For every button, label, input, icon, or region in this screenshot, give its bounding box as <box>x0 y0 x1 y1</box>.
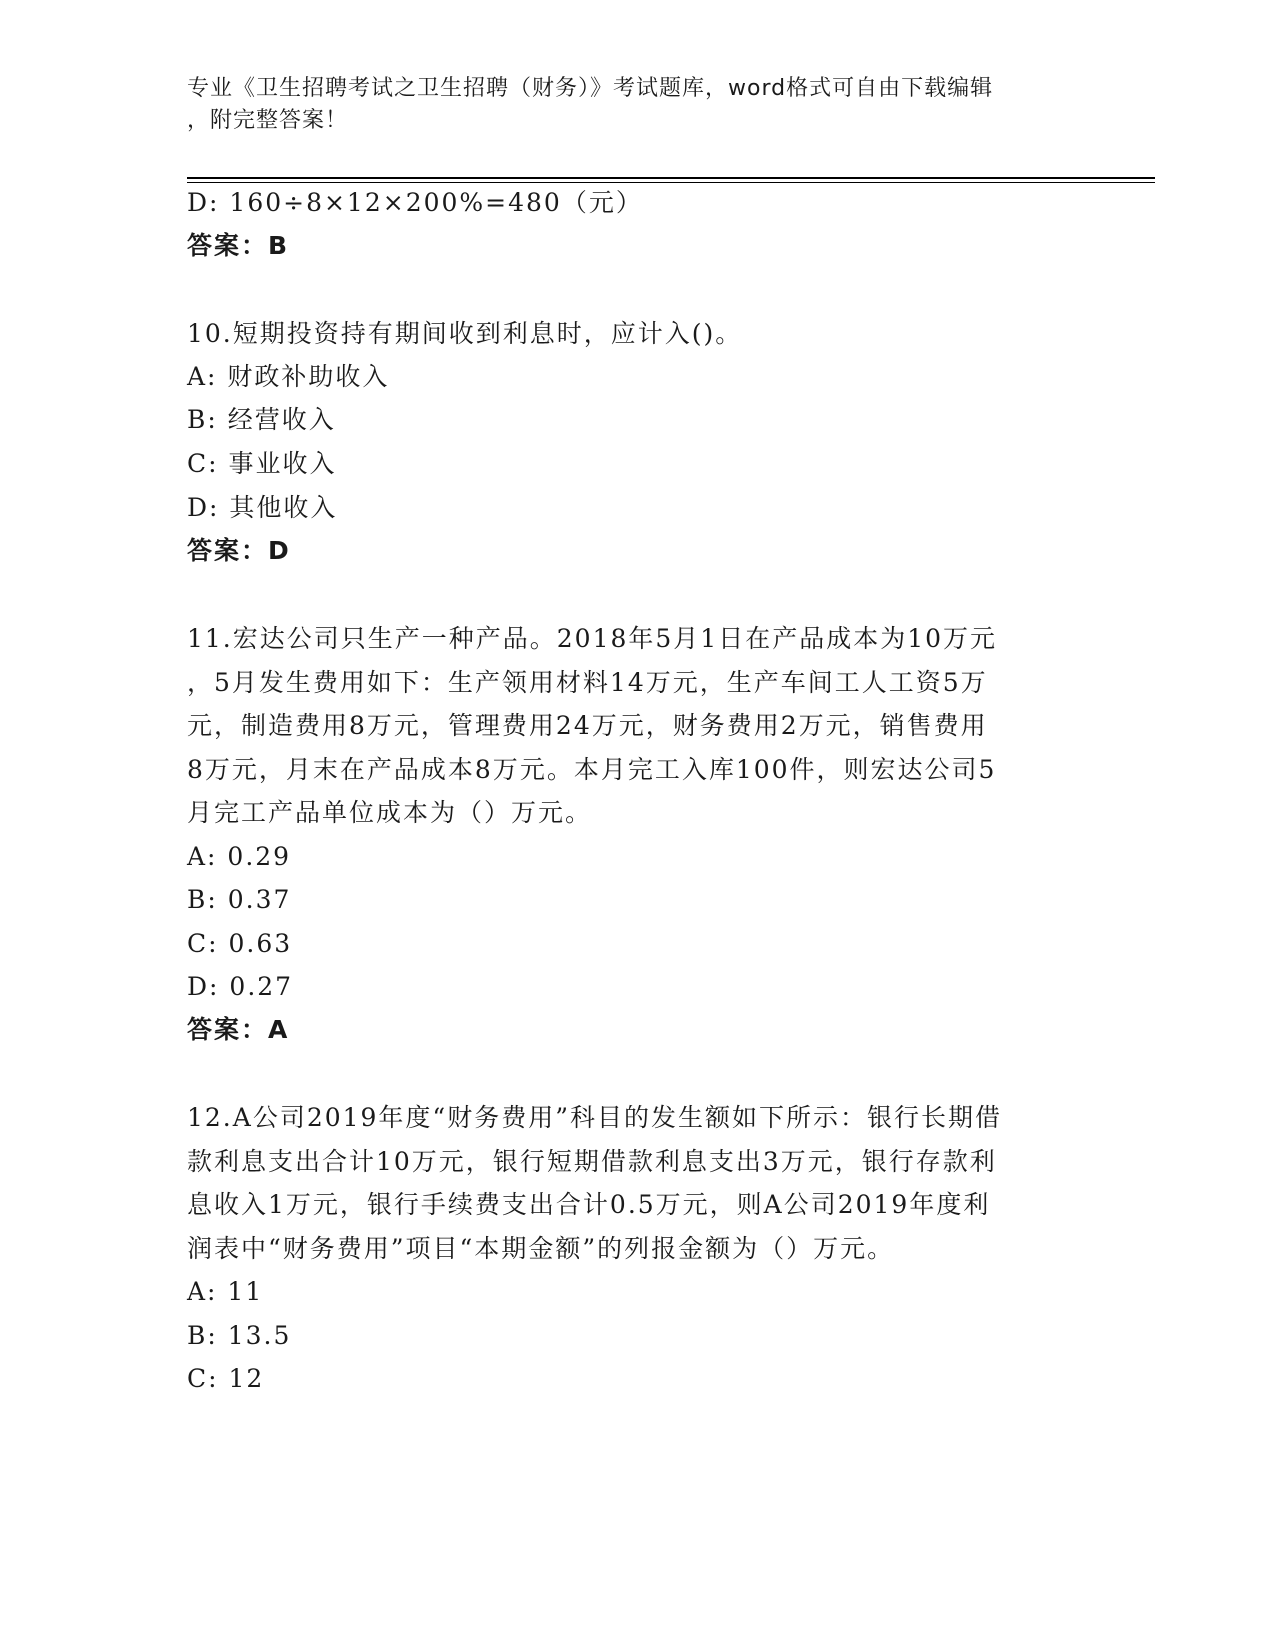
q12-question-line-3: 息收入1万元，银行手续费支出合计0.5万元，则A公司2019年度利 <box>187 1190 991 1219</box>
q10-option-d: D: 其他收入 <box>187 493 338 522</box>
q11-question-line-3: 元，制造费用8万元，管理费用24万元，财务费用2万元，销售费用 <box>187 711 988 740</box>
q11-option-b: B: 0.37 <box>187 885 292 914</box>
q10-question: 10.短期投资持有期间收到利息时，应计入()。 <box>187 319 743 348</box>
q12-question-line-2: 款利息支出合计10万元，银行短期借款利息支出3万元，银行存款利 <box>187 1147 997 1176</box>
q11-question-line-1: 11.宏达公司只生产一种产品。2018年5月1日在产品成本为10万元 <box>187 624 998 653</box>
q10-option-a: A: 财政补助收入 <box>187 362 390 391</box>
q12-option-b: B: 13.5 <box>187 1321 292 1350</box>
header-rule-thin <box>187 182 1155 183</box>
q9-answer: 答案：B <box>187 231 290 260</box>
q9-option-d: D: 160÷8×12×200%=480（元） <box>187 188 643 217</box>
header-rule-thick <box>187 177 1155 179</box>
header-line-2: ，附完整答案！ <box>187 108 349 133</box>
q11-option-c: C: 0.63 <box>187 929 293 958</box>
document-header <box>187 73 1067 137</box>
q11-answer: 答案：A <box>187 1015 290 1044</box>
q10-option-b: B: 经营收入 <box>187 405 336 434</box>
q12-option-c: C: 12 <box>187 1364 265 1393</box>
q12-option-a: A: 11 <box>187 1277 264 1306</box>
q11-question-line-2: ，5月发生费用如下：生产领用材料14万元，生产车间工人工资5万 <box>187 668 988 697</box>
q11-option-a: A: 0.29 <box>187 842 292 871</box>
q12-question-line-4: 润表中“财务费用”项目“本期金额”的列报金额为（）万元。 <box>187 1234 895 1263</box>
header-line-1: 专业《卫生招聘考试之卫生招聘（财务）》考试题库，word格式可自由下载编辑 <box>187 76 994 101</box>
q12-question-line-1: 12.A公司2019年度“财务费用”科目的发生额如下所示：银行长期借 <box>187 1103 1002 1132</box>
q11-option-d: D: 0.27 <box>187 972 294 1001</box>
q11-question-line-5: 月完工产品单位成本为（）万元。 <box>187 798 593 827</box>
q10-option-c: C: 事业收入 <box>187 449 337 478</box>
q10-answer: 答案：D <box>187 536 291 565</box>
q11-question-line-4: 8万元，月末在产品成本8万元。本月完工入库100件，则宏达公司5 <box>187 755 997 784</box>
